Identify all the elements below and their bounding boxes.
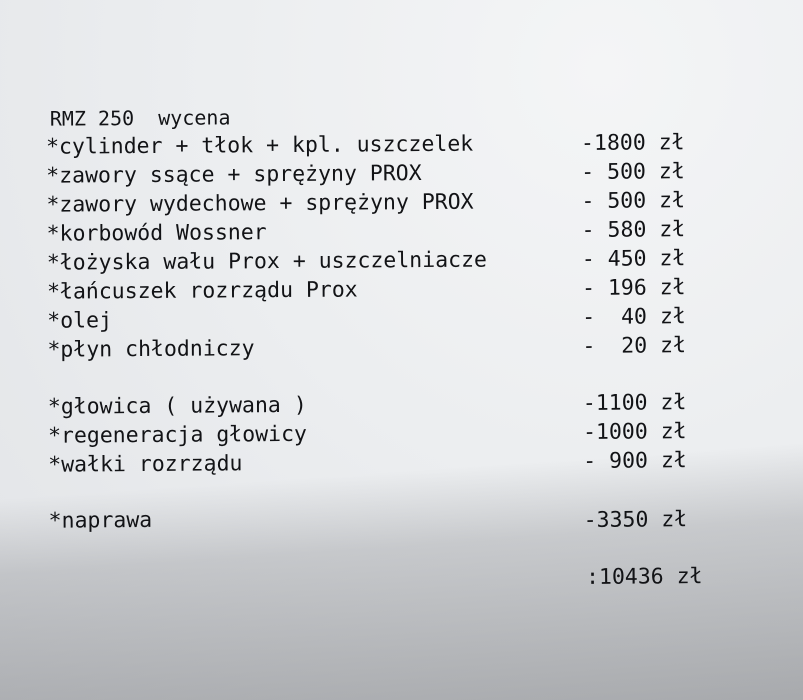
- line-item-price: - 900 zł: [583, 448, 687, 474]
- line-item-price: - 500 zł: [581, 188, 686, 214]
- line-item-name: *zawory wydechowe + sprężyny PROX: [46, 189, 474, 218]
- line-item-price: - 40 zł: [582, 304, 686, 330]
- line-item-name: *regeneracja głowicy: [47, 421, 308, 449]
- line-item-name: *wałki rozrządu: [48, 451, 243, 478]
- line-item-price: -3350 zł: [583, 507, 688, 533]
- line-item-name: *cylinder + tłok + kpl. uszczelek: [45, 131, 474, 160]
- line-item-name: *łańcuszek rozrządu Prox: [46, 277, 358, 305]
- quote-title: RMZ 250 wycena: [49, 105, 231, 131]
- line-item-price: -1000 zł: [582, 419, 687, 445]
- line-item-name: *głowica ( używana ): [47, 392, 307, 420]
- line-item-name: *płyn chłodniczy: [47, 336, 255, 363]
- line-item-price: - 580 zł: [581, 217, 686, 243]
- line-item-name: *naprawa: [48, 507, 153, 534]
- total-amount: :10436 zł: [585, 564, 703, 590]
- line-item-name: *łożyska wału Prox + uszczelniacze: [46, 247, 488, 276]
- line-item-price: - 196 zł: [581, 275, 686, 301]
- line-item-name: *olej: [47, 308, 113, 334]
- line-item-price: -1800 zł: [580, 130, 685, 156]
- line-item-name: *korbowód Wossner: [46, 220, 267, 247]
- line-item-price: - 500 zł: [581, 159, 685, 185]
- line-item-price: - 450 zł: [581, 246, 686, 272]
- line-item-name: *zawory ssące + sprężyny PROX: [46, 161, 422, 189]
- line-item-price: -1100 zł: [582, 390, 687, 416]
- line-item-price: - 20 zł: [582, 333, 687, 359]
